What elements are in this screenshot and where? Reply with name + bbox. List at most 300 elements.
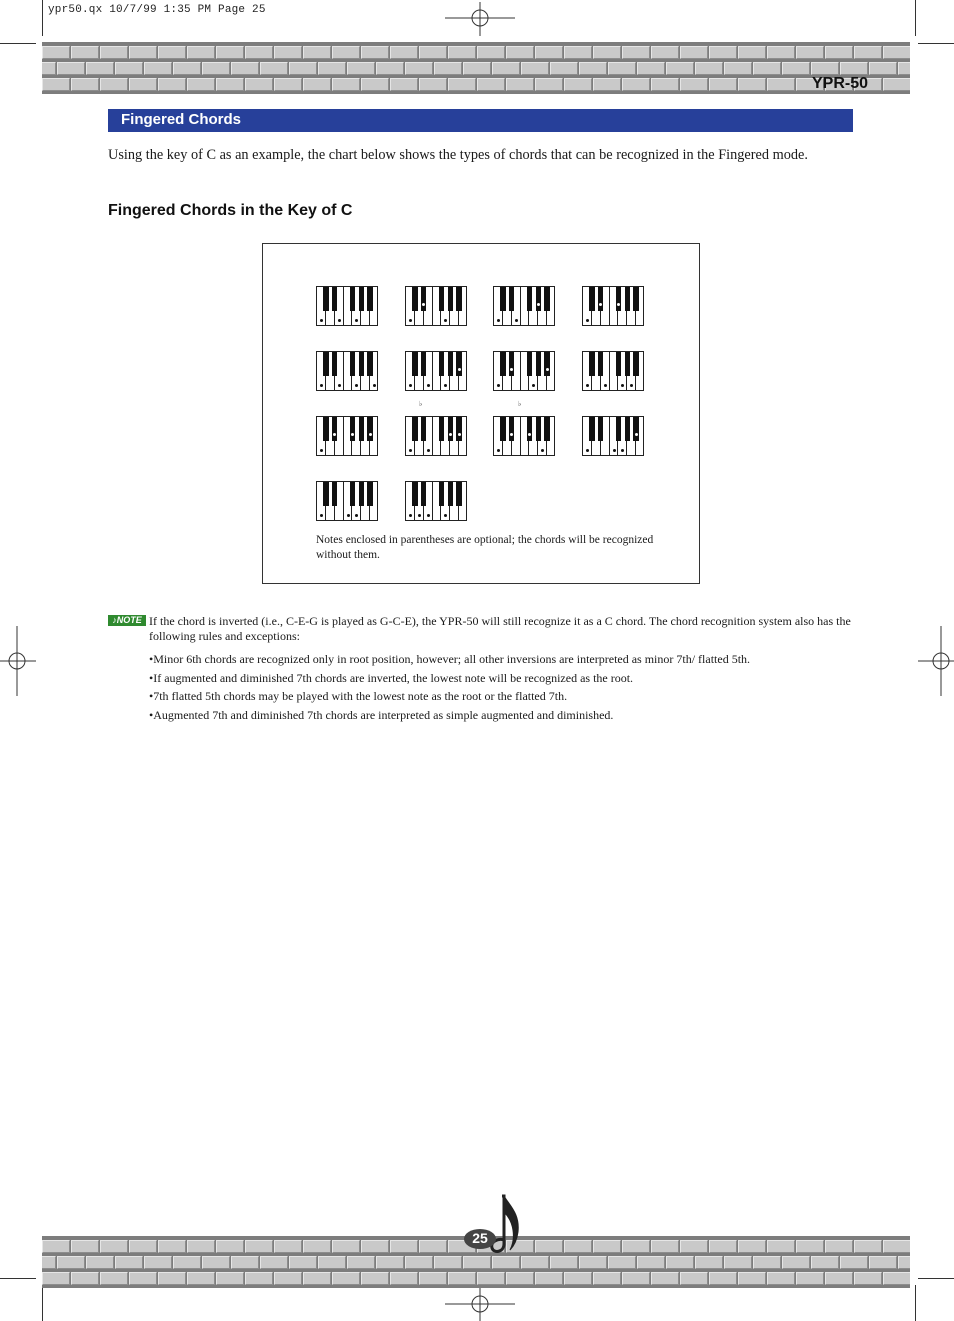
brick — [274, 1272, 302, 1285]
brick — [593, 1272, 621, 1285]
brick — [477, 46, 505, 59]
brick — [42, 1272, 70, 1285]
brick — [811, 62, 839, 75]
black-key — [509, 352, 515, 376]
black-key — [412, 417, 418, 441]
brick — [100, 78, 128, 91]
black-key — [448, 287, 454, 311]
brick — [361, 46, 389, 59]
brick — [854, 1272, 882, 1285]
brick — [202, 62, 230, 75]
brick — [564, 1240, 592, 1253]
brick — [724, 1256, 752, 1269]
flat-symbol: ♭ — [518, 400, 522, 408]
brick — [42, 46, 70, 59]
keyboard-diagram — [582, 416, 644, 456]
brick — [303, 1240, 331, 1253]
black-key — [412, 482, 418, 506]
eighth-note-icon — [488, 1192, 524, 1258]
brick — [680, 78, 708, 91]
brick — [767, 46, 795, 59]
black-key — [323, 287, 329, 311]
model-label: YPR-50 — [812, 75, 869, 92]
black-key — [616, 417, 622, 441]
note-dot — [338, 384, 341, 387]
brick — [216, 46, 244, 59]
brick — [245, 78, 273, 91]
brick — [724, 62, 752, 75]
note-dot — [541, 449, 544, 452]
black-key — [625, 417, 631, 441]
brick — [854, 46, 882, 59]
note-dot — [409, 514, 412, 517]
brick — [767, 78, 795, 91]
brick — [419, 1272, 447, 1285]
black-key — [527, 352, 533, 376]
brick — [260, 62, 288, 75]
black-key — [350, 417, 356, 441]
note-dot — [546, 368, 549, 371]
brick — [274, 1240, 302, 1253]
brick — [187, 78, 215, 91]
brick — [883, 78, 910, 91]
brick — [883, 1272, 910, 1285]
brick — [695, 62, 723, 75]
brick — [173, 62, 201, 75]
crop-mark — [42, 1285, 43, 1321]
brick — [129, 78, 157, 91]
brick — [463, 62, 491, 75]
brick — [666, 62, 694, 75]
brick — [608, 1256, 636, 1269]
black-key — [439, 287, 445, 311]
note-dot — [604, 384, 607, 387]
note-dot — [422, 303, 425, 306]
note-dot — [418, 514, 421, 517]
brick — [187, 1240, 215, 1253]
brick — [361, 1240, 389, 1253]
brick — [144, 62, 172, 75]
black-key — [359, 482, 365, 506]
brick — [405, 1256, 433, 1269]
brick — [100, 1272, 128, 1285]
brick — [564, 1272, 592, 1285]
brick — [318, 1256, 346, 1269]
note-dot — [320, 319, 323, 322]
brick — [260, 1256, 288, 1269]
brick — [622, 1240, 650, 1253]
brick — [245, 1240, 273, 1253]
brick — [71, 46, 99, 59]
note-dot — [369, 433, 372, 436]
note-dot — [586, 319, 589, 322]
brick — [521, 1256, 549, 1269]
chart-footnote: Notes enclosed in parentheses are optional; the chords will be recognized without them. — [316, 534, 654, 561]
black-key — [589, 352, 595, 376]
black-key — [625, 352, 631, 376]
keyboard-diagram — [316, 416, 378, 456]
brick — [187, 46, 215, 59]
intro-paragraph: Using the key of C as an example, the chart below shows the types of chords that can be recognized in the Fingered mode. — [108, 147, 808, 163]
keyboard-diagram — [582, 286, 644, 326]
brick — [535, 78, 563, 91]
brick — [115, 1256, 143, 1269]
page-number: 25 — [472, 1230, 488, 1246]
crop-mark — [915, 0, 916, 36]
black-key — [456, 482, 462, 506]
black-key — [421, 482, 427, 506]
keyboard-diagram — [405, 481, 467, 521]
note-dot — [458, 368, 461, 371]
brick — [535, 46, 563, 59]
brick — [216, 1272, 244, 1285]
chart-heading: Fingered Chords in the Key of C — [108, 202, 353, 219]
brick — [593, 78, 621, 91]
black-key — [439, 482, 445, 506]
black-key — [536, 287, 542, 311]
brick — [405, 62, 433, 75]
note-bullet: •Minor 6th chords are recognized only in root position, however; all other inversions are interpreted as minor 7th/ flatted 5th. — [149, 652, 751, 666]
black-key — [350, 287, 356, 311]
brick-header-band — [42, 42, 910, 94]
crop-mark — [42, 0, 43, 36]
brick — [695, 1256, 723, 1269]
brick — [42, 62, 56, 75]
brick — [738, 1272, 766, 1285]
black-key — [359, 352, 365, 376]
black-key — [448, 352, 454, 376]
brick — [318, 62, 346, 75]
brick — [361, 1272, 389, 1285]
brick — [361, 78, 389, 91]
brick — [231, 62, 259, 75]
brick — [796, 46, 824, 59]
brick — [129, 1272, 157, 1285]
brick — [637, 1256, 665, 1269]
note-dot — [320, 449, 323, 452]
black-key — [456, 352, 462, 376]
black-key — [598, 417, 604, 441]
brick — [680, 46, 708, 59]
note-dot — [586, 384, 589, 387]
brick — [158, 46, 186, 59]
brick — [289, 62, 317, 75]
brick — [303, 78, 331, 91]
brick — [622, 1272, 650, 1285]
brick — [448, 46, 476, 59]
brick — [825, 46, 853, 59]
brick — [390, 78, 418, 91]
brick — [57, 62, 85, 75]
black-key — [589, 417, 595, 441]
brick — [753, 62, 781, 75]
note-dot — [338, 319, 341, 322]
note-dot — [630, 384, 633, 387]
registration-mark-bottom — [445, 1287, 515, 1321]
brick — [390, 1240, 418, 1253]
brick — [115, 62, 143, 75]
note-dot — [427, 449, 430, 452]
note-dot — [458, 433, 461, 436]
brick — [129, 46, 157, 59]
keyboard-diagram — [316, 286, 378, 326]
brick — [796, 1272, 824, 1285]
black-key — [633, 287, 639, 311]
brick — [550, 1256, 578, 1269]
crop-mark — [0, 1278, 36, 1279]
black-key — [544, 417, 550, 441]
keyboard-diagram — [493, 416, 555, 456]
keyboard-diagram — [316, 351, 378, 391]
black-key — [439, 417, 445, 441]
brick — [579, 1256, 607, 1269]
brick — [42, 1240, 70, 1253]
brick — [869, 62, 897, 75]
brick — [303, 46, 331, 59]
black-key — [421, 287, 427, 311]
brick — [666, 1256, 694, 1269]
brick — [883, 1240, 910, 1253]
brick — [158, 78, 186, 91]
brick — [811, 1256, 839, 1269]
brick — [782, 62, 810, 75]
brick — [738, 46, 766, 59]
black-key — [412, 287, 418, 311]
note-dot — [510, 368, 513, 371]
brick — [100, 1240, 128, 1253]
black-key — [527, 417, 533, 441]
black-key — [536, 417, 542, 441]
brick — [840, 62, 868, 75]
note-dot — [427, 384, 430, 387]
black-key — [509, 287, 515, 311]
note-badge-label: NOTE — [116, 615, 142, 625]
black-key — [367, 482, 373, 506]
black-key — [412, 352, 418, 376]
brick — [651, 1240, 679, 1253]
note-dot — [409, 449, 412, 452]
note-dot — [333, 433, 336, 436]
note-dot — [537, 303, 540, 306]
black-key — [367, 352, 373, 376]
keyboard-diagram — [405, 416, 467, 456]
brick — [535, 1272, 563, 1285]
brick — [825, 1240, 853, 1253]
brick — [492, 62, 520, 75]
flat-symbol: ♭ — [419, 400, 423, 408]
brick — [448, 1272, 476, 1285]
brick — [376, 1256, 404, 1269]
brick — [434, 1256, 462, 1269]
brick — [506, 46, 534, 59]
note-dot — [427, 514, 430, 517]
brick — [57, 1256, 85, 1269]
black-key — [536, 352, 542, 376]
brick — [521, 62, 549, 75]
registration-mark-top — [445, 2, 515, 36]
brick — [738, 78, 766, 91]
black-key — [500, 417, 506, 441]
note-bullet: •If augmented and diminished 7th chords are inverted, the lowest note will be recognized as the root. — [149, 671, 634, 685]
black-key — [323, 417, 329, 441]
note-dot — [373, 384, 376, 387]
brick — [506, 1272, 534, 1285]
brick — [782, 1256, 810, 1269]
black-key — [616, 287, 622, 311]
note-dot — [497, 384, 500, 387]
brick — [622, 78, 650, 91]
black-key — [332, 482, 338, 506]
brick — [42, 1256, 56, 1269]
brick — [129, 1240, 157, 1253]
note-dot — [613, 449, 616, 452]
note-dot — [409, 319, 412, 322]
keyboard-diagram — [493, 286, 555, 326]
brick — [347, 1256, 375, 1269]
brick — [651, 46, 679, 59]
brick — [245, 46, 273, 59]
brick — [738, 1240, 766, 1253]
brick — [550, 62, 578, 75]
brick — [419, 78, 447, 91]
black-key — [509, 417, 515, 441]
brick — [854, 1240, 882, 1253]
crop-mark — [918, 1278, 954, 1279]
black-key — [332, 417, 338, 441]
note-dot — [351, 433, 354, 436]
note-dot — [409, 384, 412, 387]
note-dot — [599, 303, 602, 306]
brick — [869, 1256, 897, 1269]
brick — [71, 1272, 99, 1285]
brick — [434, 62, 462, 75]
brick — [419, 1240, 447, 1253]
brick — [898, 62, 910, 75]
brick — [622, 46, 650, 59]
note-dot — [510, 433, 513, 436]
black-key — [448, 417, 454, 441]
note-dot — [586, 449, 589, 452]
black-key — [367, 287, 373, 311]
black-key — [456, 417, 462, 441]
brick — [274, 78, 302, 91]
brick — [709, 1240, 737, 1253]
black-key — [448, 482, 454, 506]
section-title: Fingered Chords — [121, 111, 242, 128]
brick — [709, 78, 737, 91]
brick — [608, 62, 636, 75]
brick — [477, 78, 505, 91]
black-key — [598, 352, 604, 376]
black-key — [500, 352, 506, 376]
brick — [303, 1272, 331, 1285]
black-key — [633, 417, 639, 441]
brick — [593, 46, 621, 59]
note-bullet: •7th flatted 5th chords may be played with the lowest note as the root or the flatted 7th. — [149, 689, 568, 703]
brick — [231, 1256, 259, 1269]
black-key — [633, 352, 639, 376]
note-dot — [497, 449, 500, 452]
brick — [753, 1256, 781, 1269]
black-key — [367, 417, 373, 441]
print-slug: ypr50.qx 10/7/99 1:35 PM Page 25 — [48, 4, 266, 16]
note-dot — [320, 514, 323, 517]
brick — [245, 1272, 273, 1285]
black-key — [359, 287, 365, 311]
brick — [767, 1272, 795, 1285]
brick — [477, 1272, 505, 1285]
brick — [709, 46, 737, 59]
note-bullet: •Augmented 7th and diminished 7th chords are interpreted as simple augmented and diminished. — [149, 708, 614, 722]
black-key — [323, 482, 329, 506]
brick — [651, 1272, 679, 1285]
brick — [448, 78, 476, 91]
brick — [564, 78, 592, 91]
note-dot — [528, 433, 531, 436]
black-key — [421, 417, 427, 441]
brick — [216, 78, 244, 91]
black-key — [500, 287, 506, 311]
note-dot — [347, 514, 350, 517]
brick — [100, 46, 128, 59]
crop-mark — [0, 43, 36, 44]
black-key — [544, 287, 550, 311]
keyboard-diagram — [405, 286, 467, 326]
black-key — [332, 352, 338, 376]
brick — [898, 1256, 910, 1269]
brick — [390, 46, 418, 59]
note-dot — [635, 433, 638, 436]
keyboard-diagram — [582, 351, 644, 391]
brick — [680, 1272, 708, 1285]
brick — [187, 1272, 215, 1285]
brick — [71, 1240, 99, 1253]
crop-mark — [915, 1285, 916, 1321]
brick — [840, 1256, 868, 1269]
brick — [71, 78, 99, 91]
keyboard-diagram — [493, 351, 555, 391]
note-badge — [108, 615, 146, 626]
brick — [332, 46, 360, 59]
registration-mark-left — [0, 626, 36, 696]
brick — [158, 1272, 186, 1285]
black-key — [439, 352, 445, 376]
black-key — [350, 352, 356, 376]
brick — [564, 46, 592, 59]
brick — [332, 1240, 360, 1253]
brick — [42, 78, 70, 91]
note-dot — [320, 384, 323, 387]
brick — [173, 1256, 201, 1269]
brick — [579, 62, 607, 75]
black-key — [323, 352, 329, 376]
keyboard-diagram — [316, 481, 378, 521]
black-key — [421, 352, 427, 376]
brick — [709, 1272, 737, 1285]
brick — [376, 62, 404, 75]
brick — [419, 46, 447, 59]
brick — [274, 46, 302, 59]
brick — [637, 62, 665, 75]
keyboard-diagram — [405, 351, 467, 391]
brick — [680, 1240, 708, 1253]
black-key — [332, 287, 338, 311]
brick — [332, 1272, 360, 1285]
brick — [651, 78, 679, 91]
brick — [463, 1256, 491, 1269]
brick — [158, 1240, 186, 1253]
brick — [535, 1240, 563, 1253]
